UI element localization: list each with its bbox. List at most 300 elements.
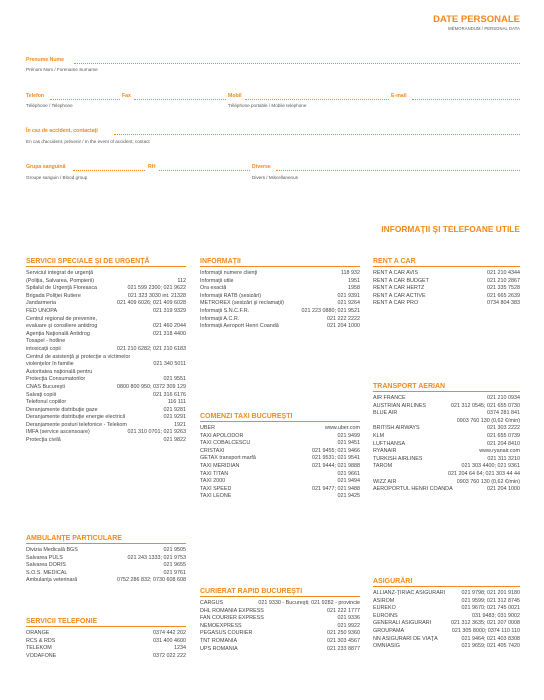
list-item xyxy=(373,418,520,426)
entry-name: Deranjamente posturi telefonice - Telekom xyxy=(26,421,127,428)
list-item xyxy=(26,638,186,646)
entry-name: NN ASIGURĂRI DE VIAŢĂ xyxy=(373,635,438,642)
entry-name: LUFTHANSA xyxy=(373,440,406,447)
entry-phone: 021 9531; 021 9541 xyxy=(312,455,360,462)
entry-phone: 021 340 5011 xyxy=(153,361,186,368)
entry-name: METROREX (sesizări şi reclamaţii) xyxy=(200,300,284,307)
entry-phone: 0374 442 202 xyxy=(153,630,186,636)
entry-phone: 021 9391 xyxy=(337,292,360,299)
list-item xyxy=(200,293,360,301)
list-item xyxy=(26,399,186,407)
entry-name: Protecţia Consumatorilor xyxy=(26,376,86,383)
entry-phone: 021 9599; 021 312 8745 xyxy=(461,597,520,604)
list-item xyxy=(200,600,360,608)
entry-name: Informaţii Aeroport Henri Coandă xyxy=(200,323,279,330)
list-item xyxy=(26,392,186,400)
entry-phone: 021 9661 xyxy=(337,470,360,477)
section-title: SERVICII SPECIALE ŞI DE URGENŢĂ xyxy=(26,258,186,267)
entry-name: RENT A CAR HERTZ xyxy=(373,285,425,292)
courier-list xyxy=(200,600,360,653)
entry-phone: 021 9281 xyxy=(163,406,186,413)
entry-phone: 021 210 4344 xyxy=(487,270,520,276)
entry-phone: 021 9451 xyxy=(337,440,360,447)
entry-phone: 021 319 9329 xyxy=(153,307,186,314)
list-item xyxy=(26,278,186,286)
entry-name: Autoritatea naţională pentru xyxy=(26,368,93,375)
entry-phone: 021 222 1777 xyxy=(327,607,360,614)
insurance-section xyxy=(373,578,520,651)
entry-phone: 021 9494 xyxy=(337,478,360,485)
list-item xyxy=(373,486,520,494)
list-item xyxy=(200,608,360,616)
entry-name: ALLIANZ-ŢIRIAC ASIGURĂRI xyxy=(373,590,446,596)
entry-phone: 021 335 7528 xyxy=(487,285,520,292)
entry-phone: 021 9291 xyxy=(163,414,186,421)
entry-name: violenţelor în familie xyxy=(26,361,74,368)
entry-phone: 021 210 6282; 021 210 6183 xyxy=(117,345,186,352)
entry-name: Informaţii numere clienţi xyxy=(200,270,258,276)
list-item xyxy=(26,422,186,430)
entry-phone: 021 318 4400 xyxy=(153,330,186,337)
entry-name: KLM xyxy=(373,432,385,439)
entry-phone: 021 409 6026; 021 409 6028 xyxy=(117,300,186,307)
entry-phone: 021 323 3030 int. 21328 xyxy=(127,292,186,299)
list-item xyxy=(373,285,520,293)
entry-phone: 0734 804 383 xyxy=(487,300,520,307)
list-item xyxy=(26,407,186,415)
list-item xyxy=(373,270,520,278)
list-item xyxy=(373,395,520,403)
entry-phone: 021 9464; 021 403 8308 xyxy=(461,635,520,642)
entry-phone: 021 9922 xyxy=(337,622,360,629)
entry-name: UPS ROMÂNIA xyxy=(200,645,238,652)
entry-phone: 021 312 0545; 021 655 0730 xyxy=(451,402,520,409)
entry-phone: 0374 281 841 xyxy=(487,410,520,417)
entry-phone: 1234 xyxy=(174,645,186,652)
list-item xyxy=(26,354,186,362)
list-item xyxy=(200,646,360,654)
entry-phone xyxy=(183,369,186,377)
entry-phone: 021 222 2222 xyxy=(327,315,360,322)
entry-phone: 021 303 4400; 021 9361 xyxy=(461,463,520,470)
entry-phone: 021 204 64 64; 021 303 44 44 xyxy=(448,470,520,477)
section-title: AMBULANŢE PARTICULARE xyxy=(26,535,186,544)
entry-phone: 021 665 2639 xyxy=(487,292,520,299)
list-item xyxy=(373,598,520,606)
list-item xyxy=(200,440,360,448)
list-item xyxy=(200,316,360,324)
entry-name: TAXI COBĂLCESCU xyxy=(200,440,251,447)
list-item xyxy=(26,308,186,316)
entry-phone: 021 9336 xyxy=(337,615,360,622)
accident-contact-label: În caz de accident, contactaţi xyxy=(26,128,98,134)
email-label: E-mail xyxy=(391,93,407,99)
entry-phone: 021 250 9360 xyxy=(327,630,360,637)
section-title: INFORMAŢII xyxy=(200,258,360,267)
entry-phone: 021 655 0739 xyxy=(487,432,520,439)
entry-name: PEGASUS COURIER xyxy=(200,630,253,637)
entry-phone: 021 303 2222 xyxy=(487,425,520,432)
entry-name: RENT A CAR PRO xyxy=(373,300,419,307)
section-title: ASIGURĂRI xyxy=(373,578,520,587)
entry-name: Salvarea DORIS xyxy=(26,562,66,569)
misc-field[interactable] xyxy=(276,170,520,171)
list-item xyxy=(373,425,520,433)
list-item xyxy=(26,346,186,354)
entry-phone: 021 9761 xyxy=(163,569,186,576)
entry-phone: 118 932 xyxy=(340,270,360,276)
mobile-label: Mobil xyxy=(228,93,242,99)
list-item xyxy=(373,479,520,487)
list-item xyxy=(200,448,360,456)
ambulance-section xyxy=(26,535,186,585)
entry-phone: 021 223 0880; 021 9521 xyxy=(301,307,360,314)
list-item xyxy=(26,555,186,563)
list-item xyxy=(26,300,186,308)
information-section xyxy=(200,258,360,331)
entry-phone: 021 9455; 021 9466 xyxy=(312,447,360,454)
section-title: TRANSPORT AERIAN xyxy=(373,383,520,392)
page-subtitle: MÉMORANDUM / PERSONAL DATA xyxy=(448,26,520,31)
entry-phone: 021 9822 xyxy=(163,437,186,444)
entry-phone xyxy=(183,354,186,362)
entry-phone: 1958 xyxy=(348,285,360,292)
entry-phone: 021 233 8877 xyxy=(327,645,360,652)
entry-phone: www.ryanair.com xyxy=(479,448,520,455)
list-item xyxy=(373,293,520,301)
list-item xyxy=(200,471,360,479)
entry-name: WIZZ AIR xyxy=(373,478,397,485)
rent-a-car-section xyxy=(373,258,520,308)
rh-field[interactable] xyxy=(159,170,250,171)
entry-name: S.O.S. MEDICAL xyxy=(26,569,68,576)
entry-name: RYANAIR xyxy=(373,448,397,455)
air-transport-section xyxy=(373,383,520,494)
phone-sublabel: Téléphone / Telephone xyxy=(26,103,73,108)
entry-name: GROUPAMA xyxy=(373,627,405,634)
entry-name: CNAS Bucureşti xyxy=(26,383,65,390)
air-transport-list xyxy=(373,395,520,494)
entry-name: TAXI MERIDIAN xyxy=(200,462,240,469)
list-item xyxy=(373,643,520,651)
list-item xyxy=(373,636,520,644)
entry-phone: 021 460 2044 xyxy=(153,323,186,330)
entry-name: GENERALI ASIGURĂRI xyxy=(373,620,432,627)
entry-name: IMFA (service ascensoare) xyxy=(26,429,90,436)
entry-name: FAN COURIER EXPRESS xyxy=(200,615,264,622)
list-item xyxy=(200,425,360,433)
list-item xyxy=(200,486,360,494)
entry-name: UBER xyxy=(200,425,215,431)
entry-name: FED UNOPA xyxy=(26,307,58,314)
entry-phone: 031 9483; 031 9002 xyxy=(472,612,520,619)
entry-phone xyxy=(183,316,186,324)
list-item xyxy=(26,645,186,653)
section-title: SERVICII TELEFONIE xyxy=(26,618,186,627)
misc-label: Diverse xyxy=(252,164,271,170)
entry-name: Spitalul de Urgenţă Floreasca xyxy=(26,285,98,292)
entry-phone: 021 210 0934 xyxy=(487,395,520,401)
entry-phone: 021 9444; 021 9888 xyxy=(312,462,360,469)
entry-phone: 021 9499 xyxy=(337,432,360,439)
list-item xyxy=(200,308,360,316)
list-item xyxy=(26,429,186,437)
entry-phone: 021 9264 xyxy=(337,300,360,307)
entry-phone: 021 599 2300; 021 9622 xyxy=(127,285,186,292)
list-item xyxy=(26,547,186,555)
entry-name: TAXI APOLODOR xyxy=(200,432,244,439)
list-item xyxy=(373,590,520,598)
blood-group-field[interactable] xyxy=(73,170,145,171)
entry-phone: 116 111 xyxy=(167,399,186,406)
entry-phone: 021 210 2867 xyxy=(487,277,520,284)
entry-name: AUSTRIAN AIRLINES xyxy=(373,402,427,409)
mobile-field[interactable] xyxy=(245,99,389,100)
entry-phone: 021 9551 xyxy=(163,376,186,383)
list-item xyxy=(26,630,186,638)
name-label: Prenume Nume xyxy=(26,57,65,63)
entry-name: AIR FRANCE xyxy=(373,395,406,401)
entry-phone: 0800 800 950; 0372 309 129 xyxy=(117,383,186,390)
entry-name: (Poliţia, Salvarea, Pompierii) xyxy=(26,277,95,284)
list-item xyxy=(200,285,360,293)
list-item xyxy=(373,463,520,471)
entry-name: Informaţii utile xyxy=(200,277,234,284)
entry-phone: 1921 xyxy=(174,421,186,428)
list-item xyxy=(373,613,520,621)
entry-phone: 0372 022 222 xyxy=(153,652,186,659)
list-item xyxy=(373,471,520,479)
list-item xyxy=(373,403,520,411)
entry-name: CRISTAXI xyxy=(200,447,225,454)
list-item xyxy=(26,570,186,578)
entry-name: Deranjamente distribuţie gaze xyxy=(26,406,98,413)
entry-name: evaluare şi consiliere antidrog xyxy=(26,323,98,330)
entry-phone: 0903 760 130 (0,62 €/min) xyxy=(456,478,520,485)
accident-contact-field[interactable] xyxy=(114,134,520,135)
entry-phone: 021 305 8000; 0374 110 110 xyxy=(451,627,520,634)
list-item xyxy=(373,448,520,456)
list-item xyxy=(26,293,186,301)
entry-name: DHL ROMÂNIA EXPRESS xyxy=(200,607,264,614)
entry-phone: 0752 286 832; 0730 608 608 xyxy=(117,577,186,584)
email-field[interactable] xyxy=(412,99,520,100)
entry-name: TAXI SPEED xyxy=(200,485,232,492)
entry-name: RENT A CAR ACTIVE xyxy=(373,292,426,299)
entry-phone: 021 204 8410 xyxy=(487,440,520,447)
entry-name: TNT ROMÂNIA xyxy=(200,637,238,644)
blood-group-sublabel: Groupe sanguin / Blood group xyxy=(26,175,88,180)
list-item xyxy=(200,638,360,646)
entry-name: RENT A CAR AVIS xyxy=(373,270,419,276)
entry-name: Ambulanţa veterinară xyxy=(26,577,78,584)
entry-phone: 031 400 4600 xyxy=(153,637,186,644)
list-item xyxy=(26,285,186,293)
entry-name: TURKISH AIRLINES xyxy=(373,455,423,462)
entry-name: TELEKOM xyxy=(26,645,52,652)
taxi-list xyxy=(200,425,360,501)
information-list xyxy=(200,270,360,331)
emergency-list xyxy=(26,270,186,445)
entry-name: TAROM xyxy=(373,463,393,470)
entry-phone: www.uber.com xyxy=(324,425,360,431)
entry-name: intoxicaţii copii xyxy=(26,345,61,352)
entry-phone: 112 xyxy=(177,277,186,284)
list-item xyxy=(200,493,360,501)
section-title: COMENZI TAXI BUCUREŞTI xyxy=(200,413,360,422)
list-item xyxy=(26,437,186,445)
insurance-list xyxy=(373,590,520,651)
list-item xyxy=(200,433,360,441)
rh-label: RH xyxy=(148,164,156,170)
entry-name: BLUE AIR xyxy=(373,410,398,417)
list-item xyxy=(373,300,520,308)
phone-label: Telefon xyxy=(26,93,45,99)
list-item xyxy=(200,463,360,471)
list-item xyxy=(26,323,186,331)
entry-name: OMNIASIG xyxy=(373,643,400,650)
entry-phone: 021 243 1333; 021 9753 xyxy=(127,554,186,561)
entry-phone: 021 303 4567 xyxy=(327,637,360,644)
entry-phone: 021 9477; 021 9488 xyxy=(312,485,360,492)
phone-field[interactable] xyxy=(50,99,120,100)
list-item xyxy=(200,615,360,623)
entry-name: Deranjamente distribuţie energie electrică xyxy=(26,414,126,421)
courier-section xyxy=(200,588,360,653)
misc-sublabel: Divers / Miscellaneous xyxy=(252,175,298,180)
entry-phone: 021 9505 xyxy=(163,547,186,553)
name-field[interactable] xyxy=(74,63,520,64)
entry-phone: 021 310 0701; 021 9263 xyxy=(127,429,186,436)
list-item xyxy=(373,410,520,418)
ambulance-list xyxy=(26,547,186,585)
entry-phone: 021 9425 xyxy=(337,493,360,500)
list-item xyxy=(373,620,520,628)
list-item xyxy=(200,270,360,278)
entry-phone: 021 312 3635; 021 207 0008 xyxy=(451,620,520,627)
mobile-sublabel: Téléphone portable / Mobile telephone xyxy=(228,103,307,108)
list-item xyxy=(200,478,360,486)
entry-name: GETAX transport marfă xyxy=(200,455,256,462)
entry-name: NEMOEXPRESS xyxy=(200,622,242,629)
entry-name: Centrul regional de prevenire, xyxy=(26,315,98,322)
entry-name: AEROPORTUL HENRI COANDĂ xyxy=(373,486,453,493)
entry-name: TAXI TITAN xyxy=(200,470,229,477)
list-item xyxy=(200,323,360,331)
entry-phone: 0903 760 130 (0,62 €/min) xyxy=(456,417,520,424)
taxi-section xyxy=(200,413,360,501)
section-title: RENT A CAR xyxy=(373,258,520,267)
list-item xyxy=(26,331,186,339)
entry-name: EUREKO xyxy=(373,605,396,612)
entry-name: Salvarea PULS xyxy=(26,554,63,561)
blood-group-label: Grupa sanguină xyxy=(26,164,66,170)
entry-name: Agenţia Naţională Antidrog xyxy=(26,330,90,337)
accident-contact-sublabel: En cas d'accident, prévenir / In the event of accident, contact xyxy=(26,139,150,144)
entry-phone: 021 204 1000 xyxy=(487,486,520,493)
name-sublabel: Prénom Nom / Forename Surname xyxy=(26,67,98,72)
list-item xyxy=(26,338,186,346)
list-item xyxy=(200,623,360,631)
list-item xyxy=(26,376,186,384)
list-item xyxy=(200,455,360,463)
list-item xyxy=(26,414,186,422)
entry-name: Salvaţi copiii xyxy=(26,391,56,398)
entry-phone: 021 204 1000 xyxy=(327,323,360,330)
entry-name: Brigada Poliţiei Rutiere xyxy=(26,292,81,299)
entry-name: Informaţii RATB (sesizări) xyxy=(200,292,262,299)
entry-phone xyxy=(183,338,186,346)
list-item xyxy=(26,369,186,377)
list-item xyxy=(373,628,520,636)
list-item xyxy=(26,562,186,570)
entry-phone: 021 9655 xyxy=(163,562,186,569)
entry-name: CARGUS xyxy=(200,600,224,606)
fax-field[interactable] xyxy=(134,99,226,100)
list-item xyxy=(26,577,186,585)
telephony-list xyxy=(26,630,186,660)
list-item xyxy=(373,456,520,464)
entry-name: Toxapel - hotline xyxy=(26,338,66,345)
page-title: DATE PERSONALE xyxy=(433,14,520,25)
list-item xyxy=(373,278,520,286)
entry-name: Protecţia civilă xyxy=(26,437,61,444)
list-item xyxy=(26,361,186,369)
emergency-services-section xyxy=(26,258,186,445)
entry-phone: 021 9670; 021 745 0021 xyxy=(461,605,520,612)
entry-name: Informaţii S.N.C.F.R. xyxy=(200,307,250,314)
entry-phone: 021 311 3210 xyxy=(487,455,520,462)
entry-phone: 021 9798; 021 201 9180 xyxy=(461,590,520,596)
entry-name: TAXI 2000 xyxy=(200,478,226,485)
entry-name: Jandarmeria xyxy=(26,300,56,307)
entry-name: Telefonul copiilor xyxy=(26,399,67,406)
list-item xyxy=(200,300,360,308)
entry-name: ASIROM xyxy=(373,597,395,604)
list-item xyxy=(200,630,360,638)
fax-label: Fax xyxy=(122,93,131,99)
list-item xyxy=(26,270,186,278)
list-item xyxy=(200,278,360,286)
list-item xyxy=(373,433,520,441)
list-item xyxy=(373,605,520,613)
rent-a-car-list xyxy=(373,270,520,308)
info-section-title: INFORMAŢII ŞI TELEFOANE UTILE xyxy=(381,224,520,234)
entry-phone: 021 316 6176 xyxy=(153,391,186,398)
entry-name: EUROINS xyxy=(373,612,398,619)
telephony-section xyxy=(26,618,186,660)
entry-phone xyxy=(183,270,186,278)
section-title: CURIERAT RAPID BUCUREŞTI xyxy=(200,588,360,597)
entry-name: VODAFONE xyxy=(26,652,57,659)
entry-name: BRITISH AIRWAYS xyxy=(373,425,420,432)
list-item xyxy=(26,653,186,661)
entry-name: TAXI LEONE xyxy=(200,493,232,500)
entry-name: Ora exactă xyxy=(200,285,227,292)
entry-name: Centrul de asistenţă şi protecţie a victimelor xyxy=(26,353,131,360)
entry-name: RCS & RDS xyxy=(26,637,56,644)
entry-name: Informaţii A.C.R. xyxy=(200,315,240,322)
entry-phone: 021 9330 - Bucureşti; 021 9282 - provincie xyxy=(258,600,360,606)
entry-phone: 1951 xyxy=(348,277,360,284)
entry-name: Serviciul integrat de urgenţă xyxy=(26,270,94,276)
list-item xyxy=(26,316,186,324)
list-item xyxy=(26,384,186,392)
entry-name: ORANGE xyxy=(26,630,50,636)
list-item xyxy=(373,441,520,449)
entry-name: Divizia Medicală BGS xyxy=(26,547,78,553)
entry-name: RENT A CAR BUDGET xyxy=(373,277,429,284)
